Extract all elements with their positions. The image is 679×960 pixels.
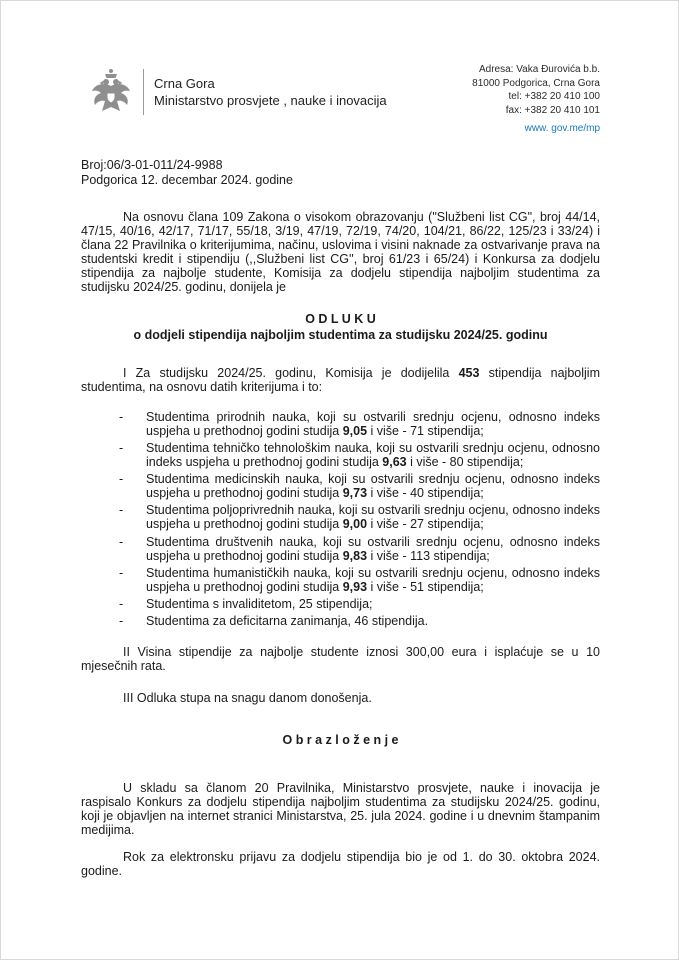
criteria-text-pre: Studentima poljoprivrednih nauka, koji su ostvarili srednju ocjenu, odnosno indeks uspjeha u prethodnoj godini studija bbox=[146, 503, 600, 532]
point-1-text-post: stipendija najboljim studentima, na osnovu datih kriterijuma i to: bbox=[81, 366, 600, 395]
criteria-item bbox=[119, 441, 600, 469]
point-1-text-pre: I Za studijsku 2024/25. godinu, Komisija je dodijelila bbox=[123, 366, 459, 381]
coat-of-arms-logo bbox=[89, 67, 133, 117]
point-1-paragraph bbox=[81, 366, 600, 394]
bullet-dash: - bbox=[119, 534, 124, 549]
coat-of-arms-graphic bbox=[89, 67, 133, 117]
criteria-text-post: i više - 80 stipendija; bbox=[406, 454, 524, 469]
phone-line: tel: +382 20 410 100 bbox=[508, 91, 600, 102]
criteria-item bbox=[119, 597, 600, 611]
criteria-item bbox=[119, 535, 600, 563]
website-link[interactable]: www. gov.me/mp bbox=[524, 123, 600, 134]
ministry-name: Ministarstvo prosvjete , nauke i inovacija bbox=[154, 93, 387, 108]
bullet-dash: - bbox=[119, 614, 124, 629]
criteria-item bbox=[119, 566, 600, 594]
criteria-item-text bbox=[146, 535, 600, 563]
scholarship-total-count: 453 bbox=[458, 366, 480, 381]
criteria-item-text bbox=[146, 503, 600, 531]
document-header bbox=[81, 63, 600, 136]
criteria-grade: 9,83 bbox=[342, 548, 368, 563]
address-line-1: Adresa: Vaka Đurovića b.b. bbox=[479, 64, 600, 75]
rationale-paragraph-2: Rok za elektronsku prijavu za dodjelu stipendija bio je od 1. do 30. oktobra 2024. godine. bbox=[81, 850, 600, 879]
bullet-dash: - bbox=[119, 472, 124, 486]
criteria-item-text bbox=[146, 597, 600, 611]
criteria-grade: 9,63 bbox=[382, 454, 407, 469]
criteria-item bbox=[119, 472, 600, 500]
criteria-text-pre: Studentima s invaliditetom, 25 stipendija; bbox=[146, 597, 373, 611]
criteria-text-pre: Studentima prirodnih nauka, koji su ostvarili srednju ocjenu, odnosno indeks uspjeha u prethodnoj godini studija bbox=[146, 409, 600, 438]
criteria-item-text bbox=[146, 566, 600, 594]
criteria-text-pre: Studentima tehničko tehnološkim nauka, koji su ostvarili srednju ocjenu, odnosno indeks uspjeha u prethodnoj godini studija bbox=[146, 440, 600, 469]
criteria-grade: 9,93 bbox=[342, 579, 368, 594]
document-number: Broj:06/3-01-011/24-9988 bbox=[81, 157, 223, 172]
bullet-dash: - bbox=[119, 409, 124, 424]
bullet-dash: - bbox=[119, 597, 124, 611]
bullet-dash: - bbox=[119, 440, 124, 455]
criteria-grade: 9,05 bbox=[342, 423, 368, 438]
criteria-text-pre: Studentima medicinskih nauka, koji su ostvarili srednju ocjenu, odnosno indeks uspjeha u prethodnoj godini studija bbox=[146, 472, 600, 501]
criteria-text-post: i više - 113 stipendija; bbox=[367, 548, 490, 563]
point-3-paragraph: III Odluka stupa na snagu danom donošenja. bbox=[123, 690, 372, 705]
criteria-item bbox=[119, 614, 600, 628]
criteria-item-text bbox=[146, 441, 600, 469]
country-name: Crna Gora bbox=[154, 76, 215, 91]
criteria-item bbox=[119, 503, 600, 531]
criteria-text-pre: Studentima za deficitarna zanimanja, 46 stipendija. bbox=[146, 614, 429, 629]
point-2-paragraph: II Visina stipendije za najbolje studente iznosi 300,00 eura i isplaćuje se u 10 mjesečnih rata. bbox=[81, 645, 600, 674]
criteria-text-post: i više - 40 stipendija; bbox=[367, 486, 484, 501]
criteria-text-post: i više - 51 stipendija; bbox=[367, 579, 484, 594]
criteria-text-post: i više - 71 stipendija; bbox=[367, 423, 484, 438]
criteria-grade: 9,73 bbox=[342, 486, 368, 501]
decision-subtitle: o dodjeli stipendija najboljim studentima za studijsku 2024/25. godinu bbox=[133, 328, 548, 343]
criteria-text-pre: Studentima humanističkih nauka, koji su ostvarili srednju ocjenu, odnosno indeks uspjeha u prethodnoj godini studija bbox=[146, 565, 600, 594]
criteria-text-post: i više - 27 stipendija; bbox=[367, 517, 484, 532]
rationale-title: O b r a z l o ž e n j e bbox=[282, 732, 399, 747]
decision-title: O D L U K U bbox=[305, 312, 376, 327]
contact-block bbox=[472, 63, 600, 136]
criteria-item-text bbox=[146, 410, 600, 438]
document-meta bbox=[81, 158, 600, 188]
criteria-text-pre: Studentima društvenih nauka, koji su ostvarili srednju ocjenu, odnosno indeks uspjeha u prethodnoj godini studija bbox=[146, 534, 600, 563]
address-line-2: 81000 Podgorica, Crna Gora bbox=[472, 77, 600, 89]
bullet-dash: - bbox=[119, 503, 124, 518]
header-divider bbox=[143, 69, 144, 115]
header-left bbox=[89, 67, 387, 117]
bullet-dash: - bbox=[119, 565, 124, 580]
fax-line: fax: +382 20 410 101 bbox=[505, 104, 600, 116]
criteria-item-text bbox=[146, 472, 600, 500]
criteria-list bbox=[81, 410, 600, 629]
criteria-item bbox=[119, 410, 600, 438]
preamble-paragraph: Na osnovu člana 109 Zakona o visokom obrazovanju ("Službeni list CG", broj 44/14, 47/15, 40/16, 42/17, 71/17, 55/18, 3/19, 47/19, 72/19, 74/20, 104/21, 86/22, 125/23 i 33/24) i člana 22 Pravilnika o kriterijumima, načinu, uslovima i visini naknade za ostvarivanje prava na studentski kredit i stipendiju (,,Službeni list CG'', broj 61/23 i 65/24) i Konkursa za dodjelu stipendija za najbolje studente, Komisija za dodjelu stipendija najboljim studentima za studijsku 2024/25. godinu, donijela je bbox=[81, 209, 600, 295]
rationale-paragraph-1: U skladu sa članom 20 Pravilnika, Ministarstvo prosvjete, nauke i inovacija je raspisalo Konkurs za dodjelu stipendija najboljim studentima za studijsku 2024/25. godinu, koji je objavljen na internet stranici Ministarstva, 25. jula 2024. godine i u dnevnim štampanim medijima. bbox=[81, 780, 600, 837]
criteria-grade: 9,00 bbox=[342, 517, 368, 532]
criteria-item-text bbox=[146, 614, 600, 628]
ministry-block bbox=[154, 75, 387, 109]
place-and-date: Podgorica 12. decembar 2024. godine bbox=[81, 172, 293, 187]
